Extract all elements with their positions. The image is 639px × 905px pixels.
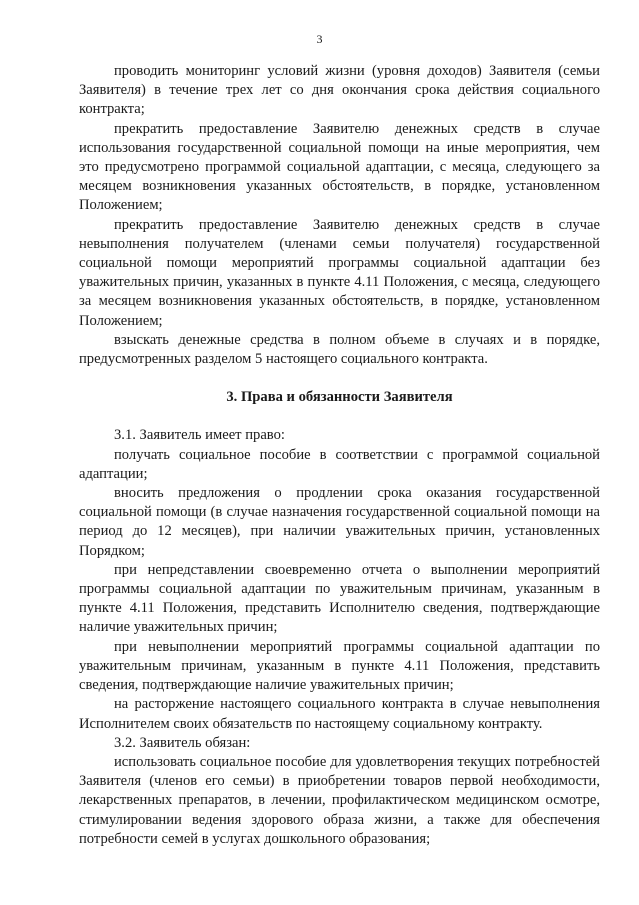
- paragraph: вносить предложения о продлении срока оказания государственной социальной помощи (в случае назначения государственной социальной помощи на период до 12 месяцев), при наличии уважительных причин, установленных Порядком;: [79, 485, 600, 559]
- paragraph: прекратить предоставление Заявителю денежных средств в случае использования государственной социальной помощи на иные мероприятия, чем это предусмотрено программой социальной адаптации, с месяца, следующего за месяцем возникновения указанных обстоятельств, в порядке, установленном Положением;: [79, 120, 600, 214]
- paragraph: 3.2. Заявитель обязан:: [114, 734, 251, 751]
- section-heading: 3. Права и обязанности Заявителя: [226, 389, 453, 406]
- page-number: 3: [316, 32, 323, 46]
- paragraph: прекратить предоставление Заявителю денежных средств в случае невыполнения получателем (членами семьи получателя) государственной социальной помощи мероприятий программы социальной адаптации без уважительных причин, указанных в пункте 4.11 Положения, с месяца, следующего за месяцем возникновения указанных обстоятельств, в порядке, установленном Положением;: [79, 216, 600, 329]
- paragraph: использовать социальное пособие для удовлетворения текущих потребностей Заявителя (членов его семьи) в приобретении товаров первой необходимости, лекарственных препаратов, в лечении, профилактическом медицинском осмотре, стимулировании ведения здорового образа жизни, а также для обеспечения потребности семей в услугах дошкольного образования;: [79, 753, 600, 847]
- paragraph: на расторжение настоящего социального контракта в случае невыполнения Исполнителем своих обязательств по настоящему социальному контракту.: [79, 696, 600, 732]
- paragraph: получать социальное пособие в соответствии с программой социальной адаптации;: [79, 446, 600, 482]
- paragraph: проводить мониторинг условий жизни (уровня доходов) Заявителя (семьи Заявителя) в течение трех лет со дня окончания срока действия социального контракта;: [79, 63, 600, 118]
- document-body: [79, 62, 600, 849]
- paragraph: при невыполнении мероприятий программы социальной адаптации по уважительным причинам, указанным в пункте 4.11 Положения, представить сведения, подтверждающие наличие уважительных причин;: [79, 638, 600, 694]
- paragraph: при непредставлении своевременно отчета о выполнении мероприятий программы социальной адаптации по уважительным причинам, указанным в пункте 4.11 Положения, представить Исполнителю сведения, подтверждающие наличие уважительных причин;: [79, 561, 600, 636]
- paragraph: взыскать денежные средства в полном объеме в случаях и в порядке, предусмотренных разделом 5 настоящего социального контракта.: [79, 331, 600, 368]
- paragraph: 3.1. Заявитель имеет право:: [114, 427, 285, 444]
